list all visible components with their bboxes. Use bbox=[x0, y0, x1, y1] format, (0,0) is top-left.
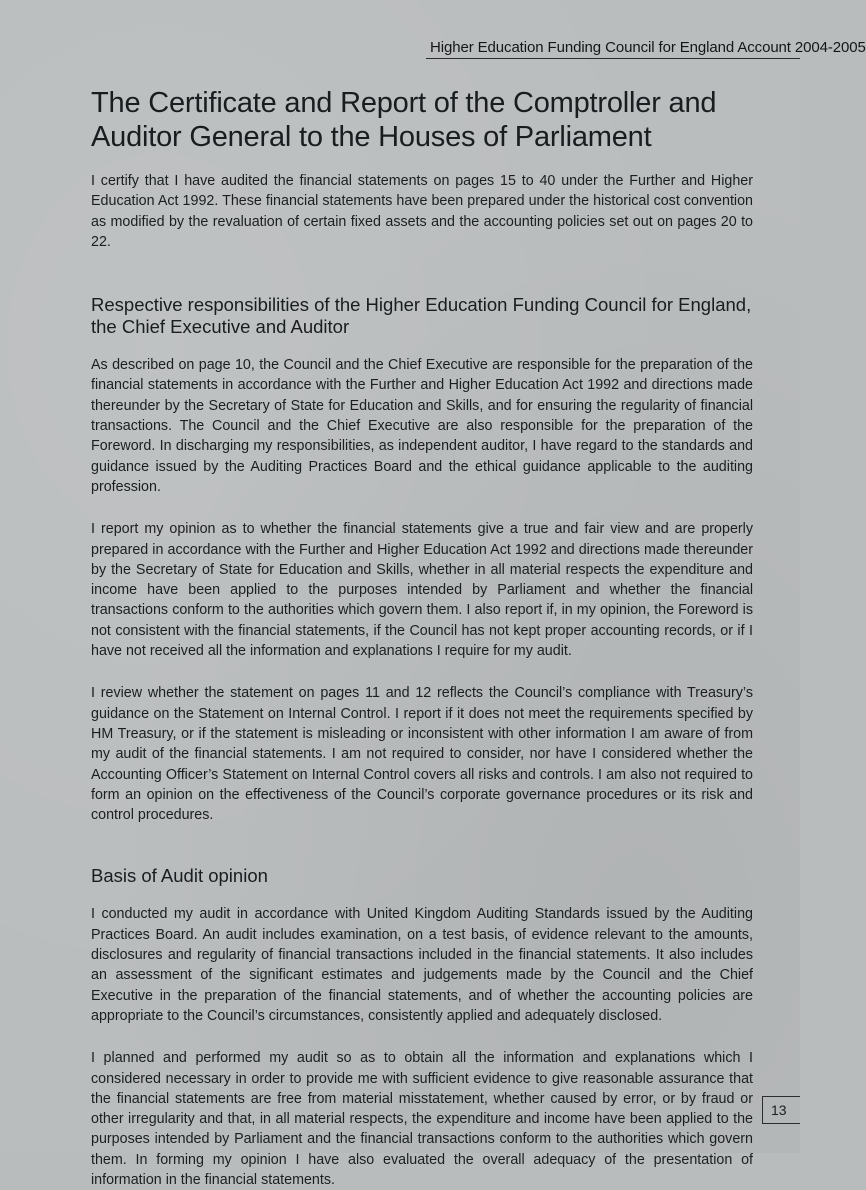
responsibilities-paragraph-1: As described on page 10, the Council and the Chief Executive are responsible for the preparation of the financial statements in accordance with the Further and Higher Education Act 1992 and directions made thereunder by the Secretary of State for Education and Skills, and for ensuring the regularity of financial transactions. The Council and the Chief Executive are also responsible for the preparation of the Foreword. In discharging my responsibilities, as independent auditor, I have regard to the standards and guidance issued by the Auditing Practices Board and the ethical guidance applicable to the auditing profession. bbox=[91, 357, 753, 495]
responsibilities-paragraph-2: I report my opinion as to whether the financial statements give a true and fair view and are properly prepared in accordance with the Further and Higher Education Act 1992 and directions made thereunder by the Secretary of State for Education and Skills, whether in all material respects the expenditure and income have been applied to the purposes intended by Parliament and whether the financial transactions conform to the authorities which govern them. I also report if, in my opinion, the Foreword is not consistent with the financial statements, if the Council has not kept proper accounting records, or if I have not received all the information and explanations I require for my audit. bbox=[91, 521, 753, 660]
running-header: Higher Education Funding Council for England Account 2004-2005 bbox=[430, 39, 866, 56]
page-number: 13 bbox=[771, 1102, 787, 1118]
header-rule bbox=[426, 58, 800, 59]
page-title: The Certificate and Report of the Comptroller and Auditor General to the Houses of Parliament bbox=[91, 87, 717, 153]
responsibilities-paragraph-3: I review whether the statement on pages 11 and 12 reflects the Council’s compliance with Treasury’s guidance on the Statement on Internal Control. I report if it does not meet the requirements specified by HM Treasury, or if the statement is misleading or inconsistent with other information I am aware of from my audit of the financial statements. I am not required to consider, nor have I considered whether the Accounting Officer’s Statement on Internal Control covers all risks and controls. I am also not required to form an opinion on the effectiveness of the Council’s corporate governance procedures or its risk and control procedures. bbox=[91, 685, 753, 824]
intro-paragraph: I certify that I have audited the financial statements on pages 15 to 40 under the Further and Higher Education Act 1992. These financial statements have been prepared under the historical cost convention as modified by the revaluation of certain fixed assets and the accounting policies set out on pages 20 to 22. bbox=[91, 173, 753, 250]
basis-paragraph-2: I planned and performed my audit so as to obtain all the information and explanations which I considered necessary in order to provide me with sufficient evidence to give reasonable assurance that the financial statements are free from material misstatement, whether caused by error, or by fraud or other irregularity and that, in all material respects, the expenditure and income have been applied to the purposes intended by Parliament and the financial transactions conform to the authorities which govern them. In forming my opinion I have also evaluated the overall adequacy of the presentation of information in the financial statements. bbox=[91, 1050, 753, 1188]
responsibilities-heading: Respective responsibilities of the Higher Education Funding Council for England, the Chief Executive and Auditor bbox=[91, 294, 752, 338]
document-body bbox=[91, 86, 753, 1190]
page-number-box bbox=[762, 1096, 800, 1124]
basis-paragraph-1: I conducted my audit in accordance with United Kingdom Auditing Standards issued by the Auditing Practices Board. An audit includes examination, on a test basis, of evidence relevant to the amounts, disclosures and regularity of financial transactions included in the financial statements. It also includes an assessment of the significant estimates and judgements made by the Council and the Chief Executive in the preparation of the financial statements, and of whether the accounting policies are appropriate to the Council’s circumstances, consistently applied and adequately disclosed. bbox=[91, 906, 753, 1024]
basis-heading: Basis of Audit opinion bbox=[91, 865, 268, 887]
